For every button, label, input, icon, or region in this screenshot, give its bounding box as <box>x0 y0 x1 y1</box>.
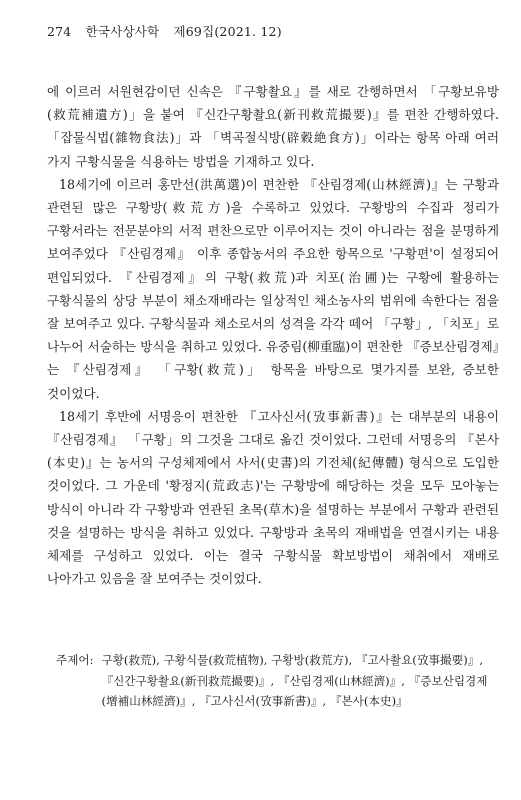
paragraph-1: 에 이르러 서원현감이던 신속은 『구황촬요』를 새로 간행하면서 「구황보유방(救荒補遺方)」을 붙여 『신간구황촬요(新刊救荒撮要)』를 편찬 간행하였다. 「잡물식법(雜物食法)」과 「벽곡절식방(辟穀絶食方)」이라는 항목 아래 여러 가지 구황식물을 식용하는 방법을 기재하고 있다. <box>47 84 499 169</box>
running-header <box>47 22 292 40</box>
keywords-list: 구황(救荒), 구황식물(救荒植物), 구황방(救荒方), 『고사촬요(攷事撮要)』, 『신간구황촬요(新刊救荒撮要)』, 『산림경제(山林經濟)』, 『증보산림경제(增補山林經濟)』, 『고사신서(攷事新書)』, 『본사(本史)』 <box>101 653 488 708</box>
page-number: 274 <box>47 24 72 39</box>
body-text <box>47 80 499 590</box>
journal-title: 한국사상사학 <box>85 24 160 39</box>
paragraph-3: 18세기 후반에 서명응이 편찬한 『고사신서(攷事新書)』는 대부분의 내용이 『산림경제』 「구황」의 그것을 그대로 옮긴 것이었다. 그런데 서명응의 『본사(本史)』는 농서의 구성체제에서 사서(史書)의 기전체(紀傳體) 형식으로 도입한 것이었다. 그 가운데 '황정지(荒政志)'는 구황방에 해당하는 것을 모두 모아놓는 방식이 아니라 각 구황방과 연관된 초목(草木)을 설명하는 부분에서 구황과 관련된 것을 설명하는 방식을 취하고 있었다. 구황방과 초목의 재배법을 연결시키는 내용 체제를 구성하고 있었다. 이는 결국 구황식물 확보방법이 채취에서 재배로 나아가고 있음을 잘 보여주는 것이었다. <box>47 408 499 587</box>
keywords-label: 주제어: <box>56 653 94 667</box>
paragraph-2: 18세기에 이르러 홍만선(洪萬選)이 편찬한 『산림경제(山林經濟)』는 구황과 관련된 많은 구황방(救荒方)을 수록하고 있었다. 구황방의 수집과 정리가 구황서라는 전문분야의 서적 편찬으로만 이루어지는 것이 아니라는 점을 분명하게 보여주었다 『산림경제』 이후 종합농서의 주요한 항목으로 '구황편'이 설정되어 편입되었다. 『산림경제』의 구황(救荒)과 치포(治圃)는 구황에 활용하는 구황식물의 상당 부분이 채소재배라는 일상적인 채소농사의 범위에 속한다는 점을 잘 보여주고 있다. 구황식물과 채소로서의 성격을 각각 떼어 「구황」, 「치포」로 나누어 서술하는 방식을 취하고 있었다. 유중림(柳重臨)이 편찬한 『증보산림경제』는 『산림경제』 「구황(救荒)」 항목을 바탕으로 몇가지를 보완, 증보한 것이었다. <box>47 176 499 401</box>
issue-info: 제69집(2021. 12) <box>173 24 282 39</box>
keywords-block <box>56 650 496 712</box>
